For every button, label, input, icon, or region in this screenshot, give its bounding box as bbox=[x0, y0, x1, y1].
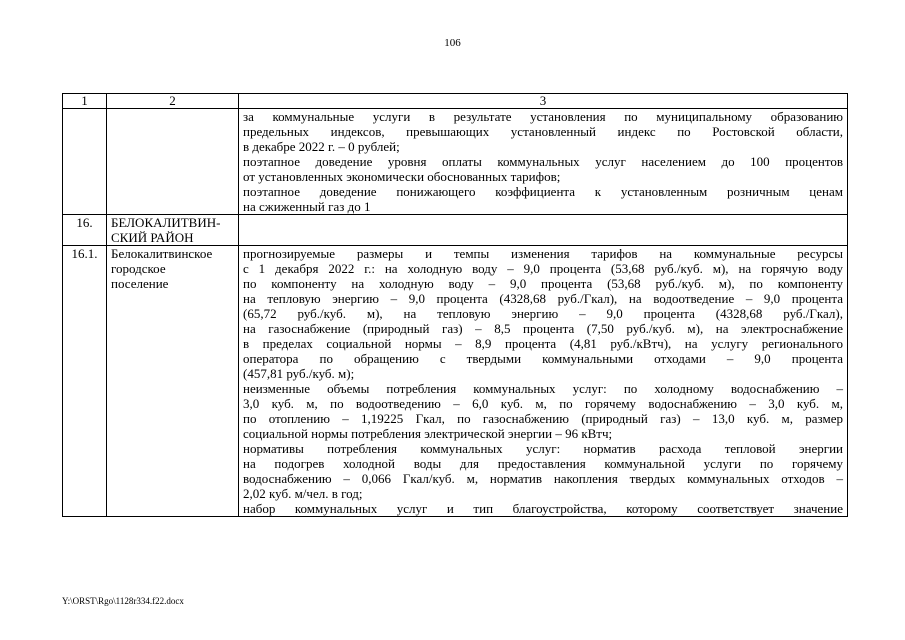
text-line: водоснабжению – 0,066 Гкал/куб. м, норматив накопления твердых коммунальных отходов – bbox=[243, 471, 843, 486]
text-line: (65,72 руб./куб. м), на тепловую энергию – 9,0 процента (4328,68 руб./Гкал), bbox=[243, 306, 843, 321]
text-line: социальной нормы потребления электрической энергии – 96 кВтч; bbox=[243, 426, 613, 441]
subsection-name-line: городское bbox=[111, 261, 166, 276]
text-line: оператора по обращению с твердыми коммунальными отходами – 9,0 процента bbox=[243, 351, 843, 366]
text-line: за коммунальные услуги в результате установления по муниципальному образованию bbox=[243, 109, 843, 124]
text-line: поэтапное доведение уровня оплаты коммунальных услуг населением до 100 процентов bbox=[243, 154, 843, 169]
subsection-text-cell bbox=[239, 246, 848, 517]
text-line: на сжиженный газ до 1 bbox=[243, 199, 371, 214]
header-col-2: 2 bbox=[107, 94, 239, 109]
section-name-line: СКИЙ РАЙОН bbox=[111, 230, 194, 245]
text-line: прогнозируемые размеры и темпы изменения тарифов на коммунальные ресурсы bbox=[243, 246, 843, 261]
section-number: 16. bbox=[63, 215, 107, 246]
text-line: на подогрев холодной воды для предоставления коммунальной услуги по горячему bbox=[243, 456, 843, 471]
text-line: нормативы потребления коммунальных услуг: норматив расхода тепловой энергии bbox=[243, 441, 843, 456]
text-line: на тепловую энергию – 9,0 процента (4328,68 руб./Гкал), на водоотведение – 9,0 процента bbox=[243, 291, 843, 306]
header-col-1: 1 bbox=[63, 94, 107, 109]
header-col-3: 3 bbox=[239, 94, 848, 109]
section-name bbox=[107, 215, 239, 246]
text-line: с 1 декабря 2022 г.: на холодную воду – 9,0 процента (53,68 руб./куб. м), на горячую воду bbox=[243, 261, 843, 276]
subsection-name-line: поселение bbox=[111, 276, 169, 291]
section-name-line: БЕЛОКАЛИТВИН- bbox=[111, 215, 221, 230]
header-row bbox=[63, 94, 848, 109]
text-line: по отоплению – 1,19225 Гкал, по газоснабжению (природный газ) – 13,0 куб. м, размер bbox=[243, 411, 843, 426]
text-line: поэтапное доведение понижающего коэффициента к установленным розничным ценам bbox=[243, 184, 843, 199]
text-line: 3,0 куб. м, по водоотведению – 6,0 куб. м, по горячему водоснабжению – 3,0 куб. м, bbox=[243, 396, 843, 411]
text-line: (457,81 руб./куб. м); bbox=[243, 366, 355, 381]
file-path-footer: Y:\ORST\Rgo\1128r334.f22.docx bbox=[62, 596, 184, 606]
continued-row bbox=[63, 109, 848, 215]
text-line: 2,02 куб. м/чел. в год; bbox=[243, 486, 363, 501]
subsection-name-line: Белокалитвинское bbox=[111, 246, 213, 261]
text-line: предельных индексов, превышающих установленный индекс по Ростовской области, bbox=[243, 124, 843, 139]
document-table bbox=[62, 93, 848, 517]
subsection-name bbox=[107, 246, 239, 517]
text-line: в декабре 2022 г. – 0 рублей; bbox=[243, 139, 400, 154]
continued-name-cell bbox=[107, 109, 239, 215]
text-line: на газоснабжение (природный газ) – 8,5 процента (7,50 руб./куб. м), на электроснабжение bbox=[243, 321, 843, 336]
continued-text-cell bbox=[239, 109, 848, 215]
text-line: от установленных экономически обоснованных тарифов; bbox=[243, 169, 561, 184]
text-line: неизменные объемы потребления коммунальных услуг: по холодному водоснабжению – bbox=[243, 381, 843, 396]
continued-num-cell bbox=[63, 109, 107, 215]
section-text-cell bbox=[239, 215, 848, 246]
text-line: набор коммунальных услуг и тип благоустройства, которому соответствует значение bbox=[243, 501, 843, 516]
text-line: по компоненту на холодную воду – 9,0 процента (53,68 руб./куб. м), по компоненту bbox=[243, 276, 843, 291]
text-line: в пределах социальной нормы – 8,9 процента (4,81 руб./кВтч), на услугу регионального bbox=[243, 336, 843, 351]
subsection-number: 16.1. bbox=[63, 246, 107, 517]
section-row bbox=[63, 215, 848, 246]
page-number: 106 bbox=[444, 37, 461, 49]
subsection-row bbox=[63, 246, 848, 517]
